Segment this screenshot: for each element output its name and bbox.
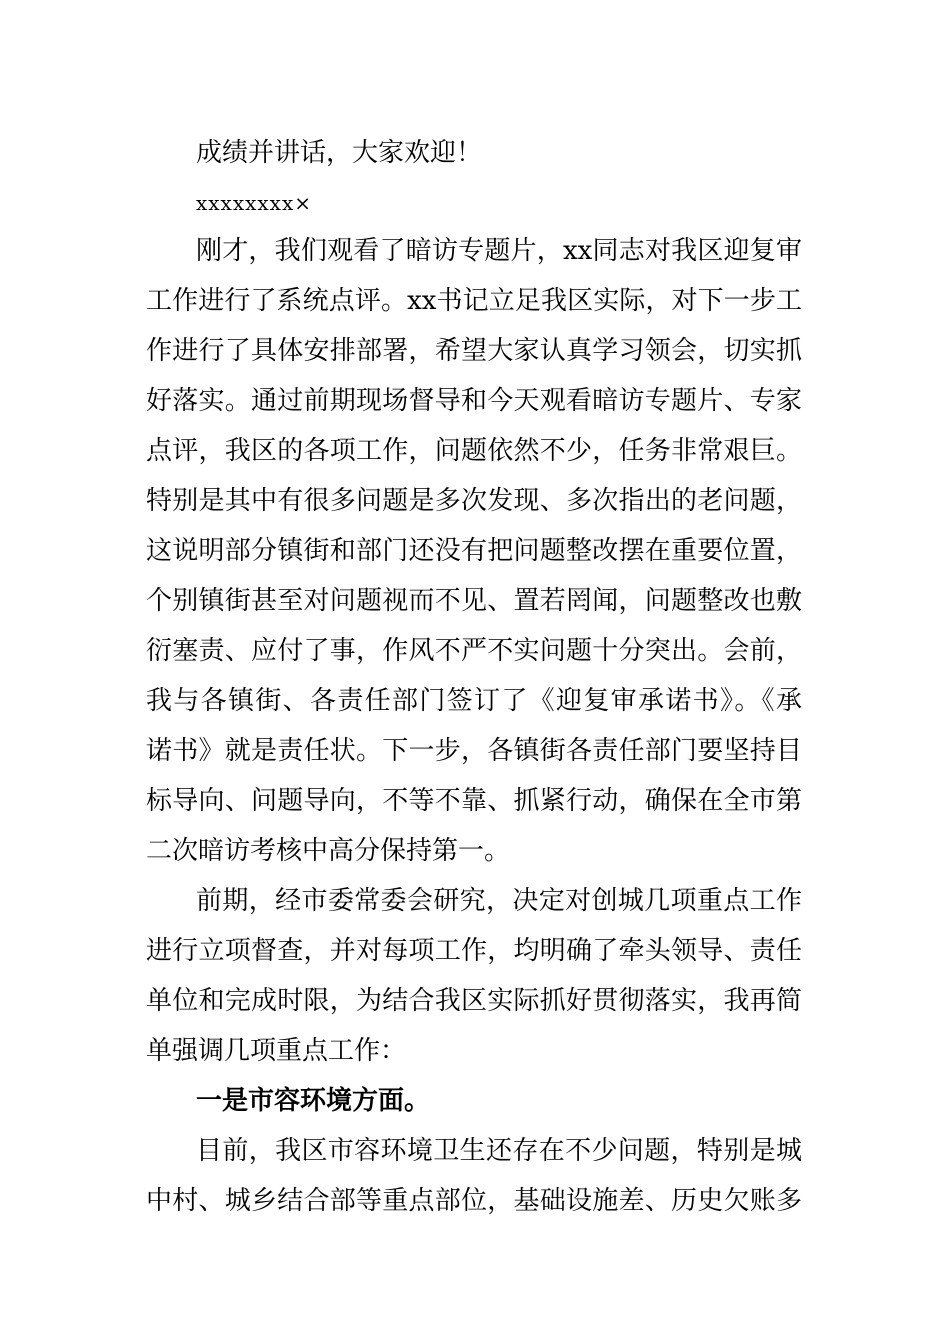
paragraph-1-line-3: 作进行了具体安排部署，希望大家认真学习领会，切实抓 [146,336,802,366]
paragraph-2-line-3: 单位和完成时限，为结合我区实际抓好贯彻落实，我再简 [146,986,802,1016]
paragraph-1-line-9: 衍塞责、应付了事，作风不严不实问题十分突出。会前， [146,636,802,666]
paragraph-1-line-6: 特别是其中有很多问题是多次发现、多次指出的老问题， [146,486,802,516]
paragraph-1-line-12: 标导向、问题导向，不等不靠、抓紧行动，确保在全市第 [146,786,802,816]
paragraph-1-line-10: 我与各镇街、各责任部门签订了《迎复审承诺书》。《承 [146,686,802,716]
section-heading: 一是市容环境方面。 [196,1086,431,1116]
paragraph-1-line-1: 刚才，我们观看了暗访专题片，xx同志对我区迎复审 [196,236,802,266]
paragraph-3-line-2: 中村、城乡结合部等重点部位，基础设施差、历史欠账多 [146,1186,802,1216]
paragraph-2-line-4: 单强调几项重点工作： [146,1036,407,1066]
paragraph-1-line-2: 工作进行了系统点评。xx书记立足我区实际，对下一步工 [146,286,802,316]
paragraph-1-line-11: 诺书》就是责任状。下一步，各镇街各责任部门要坚持目 [146,736,802,766]
paragraph-2-line-2: 进行立项督查，并对每项工作，均明确了牵头领导、责任 [146,936,802,966]
paragraph-2-line-1: 前期，经市委常委会研究，决定对创城几项重点工作 [196,886,802,916]
paragraph-3-line-1: 目前，我区市容环境卫生还存在不少问题，特别是城 [196,1136,802,1166]
paragraph-1-line-13: 二次暗访考核中高分保持第一。 [146,836,511,866]
paragraph-1-line-5: 点评，我区的各项工作，问题依然不少，任务非常艰巨。 [146,436,802,466]
paragraph-1-line-4: 好落实。通过前期现场督导和今天观看暗访专题片、专家 [146,386,802,416]
text-line-2: xxxxxxxx× [196,191,312,215]
paragraph-1-line-8: 个别镇街甚至对问题视而不见、置若罔闻，问题整改也敷 [146,586,802,616]
text-line-1: 成绩并讲话，大家欢迎！ [196,138,483,168]
paragraph-1-line-7: 这说明部分镇街和部门还没有把问题整改摆在重要位置， [146,536,802,566]
